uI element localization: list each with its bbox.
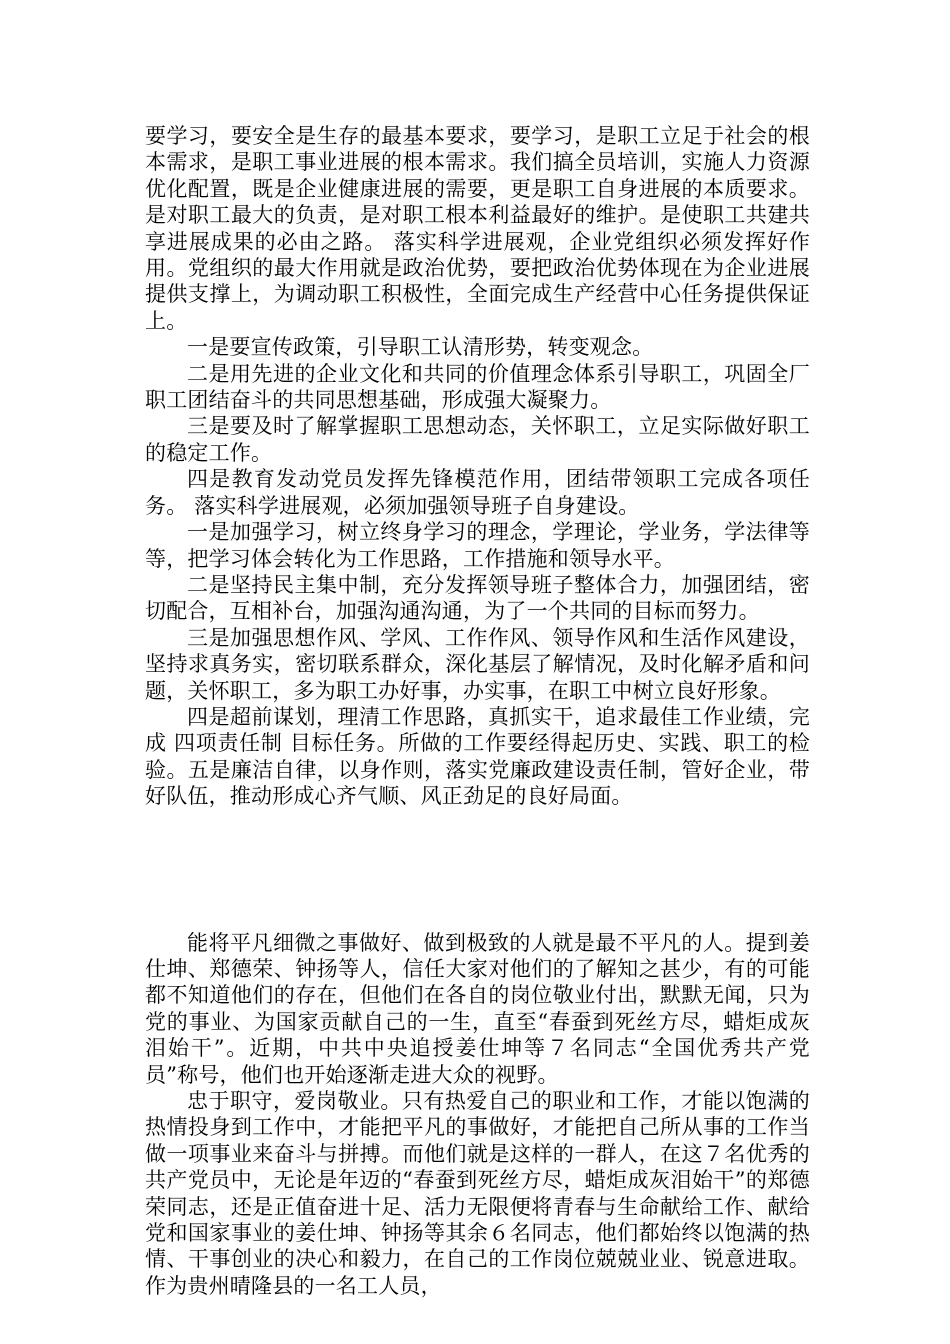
paragraph: 一是要宣传政策，引导职工认清形势，转变观念。 (187, 335, 654, 360)
paragraph: 能将平凡细微之事做好、做到极致的人就是最不平凡的人。提到姜仕坤、郑德荣、钟扬等人，信任大家对他们的了解知之甚少，有的可能都不知道他们的存在，但他们在各自的岗位敬业付出，默默无闻，只为党的事业、为国家贡献自己的一生，直至“春蚕到死丝方尽，蜡炬成灰泪始干”。近期，中共中央追授姜仕坤等７名同志“全国优秀共产党员”称号，他们也开始逐渐走进大众的视野。 (145, 930, 810, 1087)
paragraph: 三是加强思想作风、学风、工作作风、领导作风和生活作风建设，坚持求真务实，密切联系群众，深化基层了解情况，及时化解矛盾和问题，关怀职工，多为职工办好事，办实事，在职工中树立良好形象。 (145, 625, 810, 703)
document-page (145, 123, 810, 1299)
paragraph: 一是加强学习，树立终身学习的理念，学理论，学业务，学法律等等，把学习体会转化为工作思路，工作措施和领导水平。 (145, 520, 810, 571)
paragraph: 三是要及时了解掌握职工思想动态，关怀职工，立足实际做好职工的稳定工作。 (145, 414, 810, 465)
section-2 (145, 930, 810, 1300)
section-1 (145, 123, 810, 810)
paragraph: 二是坚持民主集中制，充分发挥领导班子整体合力，加强团结，密切配合，互相补台，加强沟通沟通，为了一个共同的目标而努力。 (145, 572, 810, 624)
paragraph: 四是超前谋划，理清工作思路，真抓实干，追求最佳工作业绩，完成 四项责任制 目标任务。所做的工作要经得起历史、实践、职工的检验。五是廉洁自律，以身作则，落实党廉政建设责任制，管好企业，带好队伍，推动形成心齐气顺、风正劲足的良好局面。 (145, 704, 810, 809)
paragraph: 二是用先进的企业文化和共同的价值理念体系引导职工，巩固全厂职工团结奋斗的共同思想基础，形成强大凝聚力。 (145, 361, 810, 413)
paragraph: 要学习，要安全是生存的最基本要求，要学习，是职工立足于社会的根本需求，是职工事业进展的根本需求。我们搞全员培训，实施人力资源优化配置，既是企业健康进展的需要，更是职工自身进展的本质要求。是对职工最大的负责，是对职工根本利益最好的维护。是使职工共建共享进展成果的必由之路。 落实科学进展观，企业党组织必须发挥好作用。党组织的最大作用就是政治优势，要把政治优势体现在为企业进展提供支撑上，为调动职工积极性，全面完成生产经营中心任务提供保证上。 (145, 124, 810, 333)
paragraph: 四是教育发动党员发挥先锋模范作用，团结带领职工完成各项任务。 落实科学进展观，必须加强领导班子自身建设。 (145, 467, 810, 518)
paragraph: 忠于职守，爱岗敬业。只有热爱自己的职业和工作，才能以饱满的热情投身到工作中，才能把平凡的事做好，才能把自己所从事的工作当做一项事业来奋斗与拼搏。而他们就是这样的一群人，在这７名优秀的共产党员中，无论是年迈的“春蚕到死丝方尽，蜡炬成灰泪始干”的郑德荣同志，还是正值奋进十足、活力无限便将青春与生命献给工作、献给党和国家事业的姜仕坤、钟扬等其余６名同志，他们都始终以饱满的热情、干事创业的决心和毅力，在自己的工作岗位兢兢业业、锐意进取。作为贵州晴隆县的一名工人员， (145, 1089, 810, 1298)
